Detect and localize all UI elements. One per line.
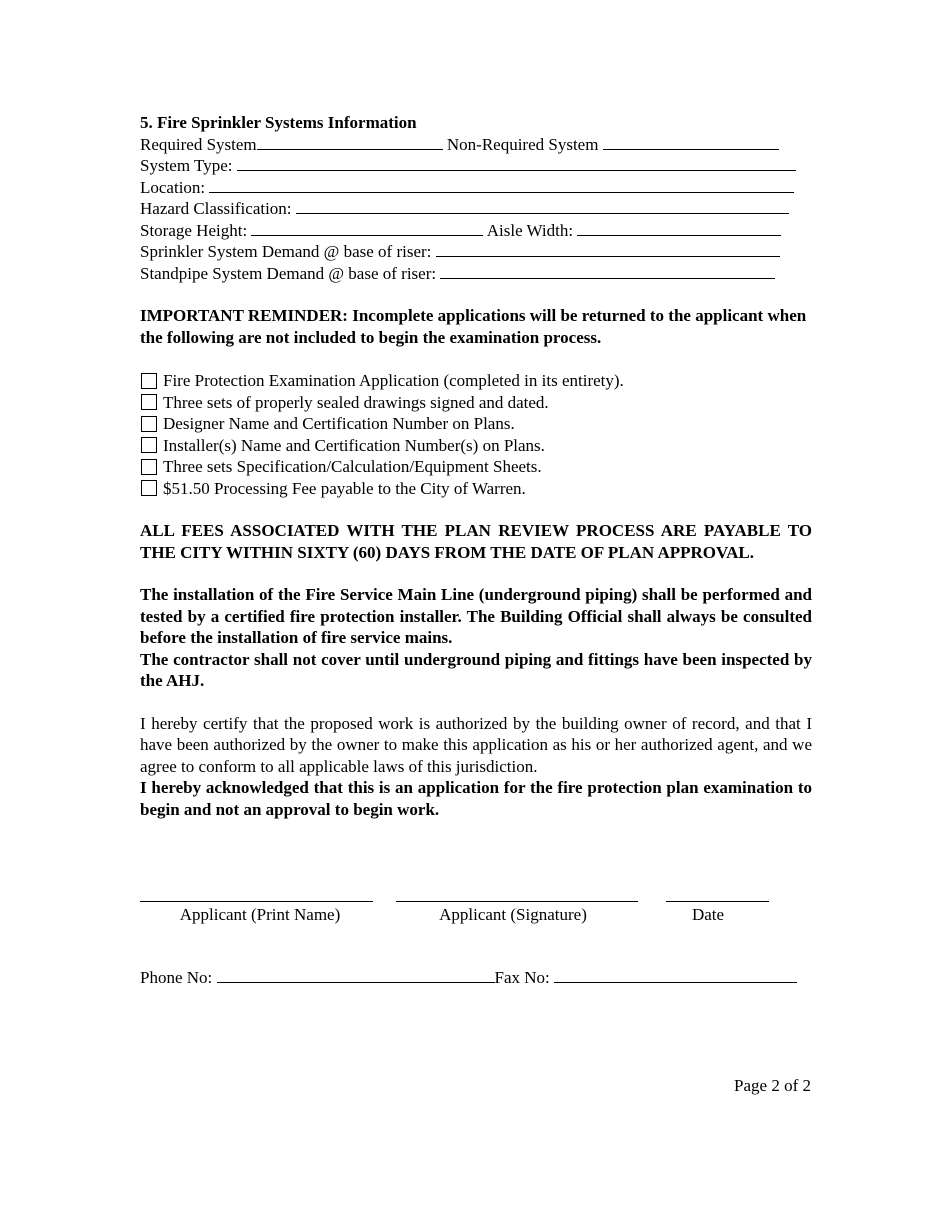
checklist-item-label: $51.50 Processing Fee payable to the City of Warren. [163,478,526,498]
contractor-notice: The contractor shall not cover until underground piping and fittings have been inspected by the AHJ. [140,649,812,690]
fax-label: Fax No: [494,968,550,987]
location-field[interactable] [209,177,794,193]
checklist-item-label: Three sets of properly sealed drawings signed and dated. [163,392,549,412]
location-label: Location: [140,177,206,197]
checkbox[interactable] [141,416,157,432]
standpipe-demand-label: Standpipe System Demand @ base of riser: [140,263,437,283]
page-number: Page 2 of 2 [734,1076,811,1095]
standpipe-demand-row [140,263,812,285]
checkbox[interactable] [141,373,157,389]
aisle-width-field[interactable] [577,220,781,236]
checklist-item[interactable] [140,370,812,392]
certification-statement: I hereby certify that the proposed work is authorized by the building owner of record, and that I have been authorized by the owner to make this application as his or her authorized agent, and we agree to conform to all applicable laws of this jurisdiction. [140,713,812,776]
system-type-field[interactable] [237,155,796,171]
print-name-label: Applicant (Print Name) [179,905,341,924]
date-field[interactable] [666,901,769,902]
checklist-item-label: Installer(s) Name and Certification Number(s) on Plans. [163,435,545,455]
installation-notice: The installation of the Fire Service Main Line (underground piping) shall be performed and tested by a certified fire protection installer. The Building Official shall always be consulted before the installation of fire service mains. [140,585,812,647]
checklist-item[interactable] [140,392,812,414]
checkbox[interactable] [141,459,157,475]
checklist-item-label: Designer Name and Certification Number on Plans. [163,414,515,433]
hazard-classification-label: Hazard Classification: [140,199,292,218]
checklist-item-label: Three sets Specification/Calculation/Equipment Sheets. [163,457,542,476]
standpipe-demand-field[interactable] [440,263,775,279]
hazard-classification-field[interactable] [296,198,789,214]
signature-block [140,884,812,934]
checklist-item[interactable] [140,456,812,478]
acknowledgement-statement: I hereby acknowledged that this is an application for the fire protection plan examination to begin and not an approval to begin work. [140,778,812,819]
important-reminder: IMPORTANT REMINDER: Incomplete applications will be returned to the applicant when the following are not included to begin the examination process. [140,306,807,347]
non-required-system-label: Non-Required System [446,134,599,154]
sprinkler-demand-label: Sprinkler System Demand @ base of riser: [140,242,432,261]
date-label: Date [691,905,725,924]
form-page [140,112,812,820]
signature-label: Applicant (Signature) [439,905,587,924]
location-row [140,177,812,199]
checklist-item[interactable] [140,435,812,457]
checklist-item[interactable] [140,413,812,435]
checkbox[interactable] [141,480,157,496]
sprinkler-demand-row [140,241,812,263]
fax-field[interactable] [554,967,797,983]
phone-field[interactable] [217,967,495,983]
aisle-width-label: Aisle Width: [486,220,574,240]
non-required-system-field[interactable] [603,134,779,150]
storage-height-label: Storage Height: [140,220,248,240]
print-name-field[interactable] [140,901,373,902]
required-system-label: Required System [140,134,257,154]
storage-aisle-row [140,220,812,242]
section-title: 5. Fire Sprinkler Systems Information [140,113,417,132]
required-system-row [140,134,812,156]
signature-field[interactable] [396,901,638,902]
required-system-field[interactable] [257,134,443,150]
system-type-label: System Type: [140,156,233,175]
checklist-item[interactable] [140,478,812,500]
system-type-row [140,155,812,177]
storage-height-field[interactable] [251,220,483,236]
contact-row [140,967,812,988]
checklist-item-label: Fire Protection Examination Application (completed in its entirety). [163,371,624,390]
checkbox[interactable] [141,394,157,410]
hazard-classification-row [140,198,812,220]
phone-label: Phone No: [140,968,213,987]
sprinkler-demand-field[interactable] [436,241,780,257]
checkbox[interactable] [141,437,157,453]
fees-notice: ALL FEES ASSOCIATED WITH THE PLAN REVIEW PROCESS ARE PAYABLE TO THE CITY WITHIN SIXTY (60) DAYS FROM THE DATE OF PLAN APPROVAL. [140,521,812,562]
checklist [140,370,812,499]
